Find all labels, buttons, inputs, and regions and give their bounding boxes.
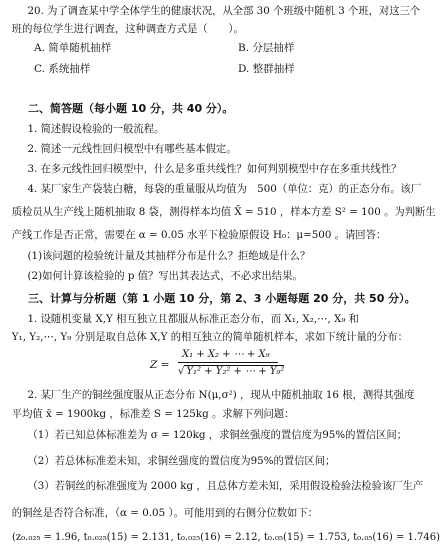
formula-lhs: Z = [150,359,170,371]
section-3-heading: 三、计算与分析题（第 1 小题 10 分，第 2、3 小题每题 20 分，共 50 分）。 [28,292,416,305]
section-2-item-2: 2. 简述一元线性回归模型中有哪些基本假定。 [27,143,237,155]
formula-numerator: X₁ + X₂ + ⋯ + X₉ [182,349,270,360]
formula-denominator: Y₁² + Y₂² + ⋯ + Y₉² [186,366,285,377]
section-2-heading: 二、简答题（每小题 10 分，共 40 分）。 [28,102,234,115]
q20-line2: 班的每位学生进行调查，这种调查方式是（ ）。 [11,23,244,35]
q4-sub-1: (1)该问题的检验统计量及其抽样分布是什么？拒绝域是什么？ [27,250,311,262]
section-2-item-3: 3. 在多元线性回归模型中，什么是多重共线性？如何判别模型中存在多重共线性？ [27,163,402,175]
fraction-bar [178,362,278,363]
q4-sub-2: (2)如何计算该检验的 p 值？写出其表达式，不必求出结果。 [27,270,303,282]
q20-line1: 20. 为了调查某中学全体学生的健康状况，从全部 30 个班级中随机 3 个班，对这三个 [27,5,421,17]
s3-q2-line2: 平均值 x̄ = 1900kg ，标准差 S = 125kg 。求解下列问题： [11,408,295,420]
s3-q1-line1: 1. 设随机变量 X,Y 相互独立且都服从标准正态分布，而 X₁, X₂,⋯, X₉ 和 [27,313,360,325]
s3-q1-line2: Y₁, Y₂,⋯, Y₉ 分别是取自总体 X,Y 的相互独立的简单随机样本，求如下统计量的分布： [11,331,408,343]
section-2-item-1: 1. 简述假设检验的一般流程。 [27,123,165,135]
quantile-values: (z₀.₀₂₅ = 1.96, t₀.₀₂₅(15) = 2.131, t₀.₀₂₅(16) = 2.12, t₀.₀₅(15) = 1.753, t₀.₀₅(16) = 1.746) [12,532,440,543]
section-2-item-4: 4. 某厂家生产袋装白糖，每袋的重量服从均值为 500（单位：克）的正态分布。该厂 [27,183,422,195]
q20-option-d: D. 整群抽样 [238,63,295,75]
q20-option-b: B. 分层抽样 [238,42,295,54]
q20-option-c: C. 系统抽样 [34,63,91,75]
statistic-formula [150,345,310,385]
q4-line3: 产线工作是否正常，需要在 α = 0.05 水平下检验原假设 H₀：μ=500 。请回答： [11,229,387,241]
s3-q2-sub-3: （3）若铜丝的标准强度为 2000 kg ，且总体方差未知，采用假设检验法检验该厂生产 [27,480,424,492]
formula-denominator-wrap [178,364,284,379]
s3-q2-sub-2: （2）若总体标准差未知，求铜丝强度的置信度为95%的置信区间； [27,455,336,467]
sqrt-sign: √ [178,366,185,377]
s3-q2-line1: 2. 某厂生产的铜丝强度服从正态分布 N(μ,σ²) ，现从中随机抽取 16 根，测得其强度 [27,389,415,401]
q20-option-a: A. 简单随机抽样 [34,42,112,54]
q4-line2: 质检员从生产线上随机抽取 8 袋，测得样本均值 X̄ = 510 ，样本方差 S² = 100 。为判断生 [11,206,436,218]
s3-q2-sub-3b: 的铜丝是否符合标准，（α = 0.05 ）。可能用到的右侧分位数如下： [11,507,318,519]
s3-q2-sub-1: （1）若已知总体标准差为 σ = 120kg ，求铜丝强度的置信度为95%的置信区间； [27,429,408,441]
